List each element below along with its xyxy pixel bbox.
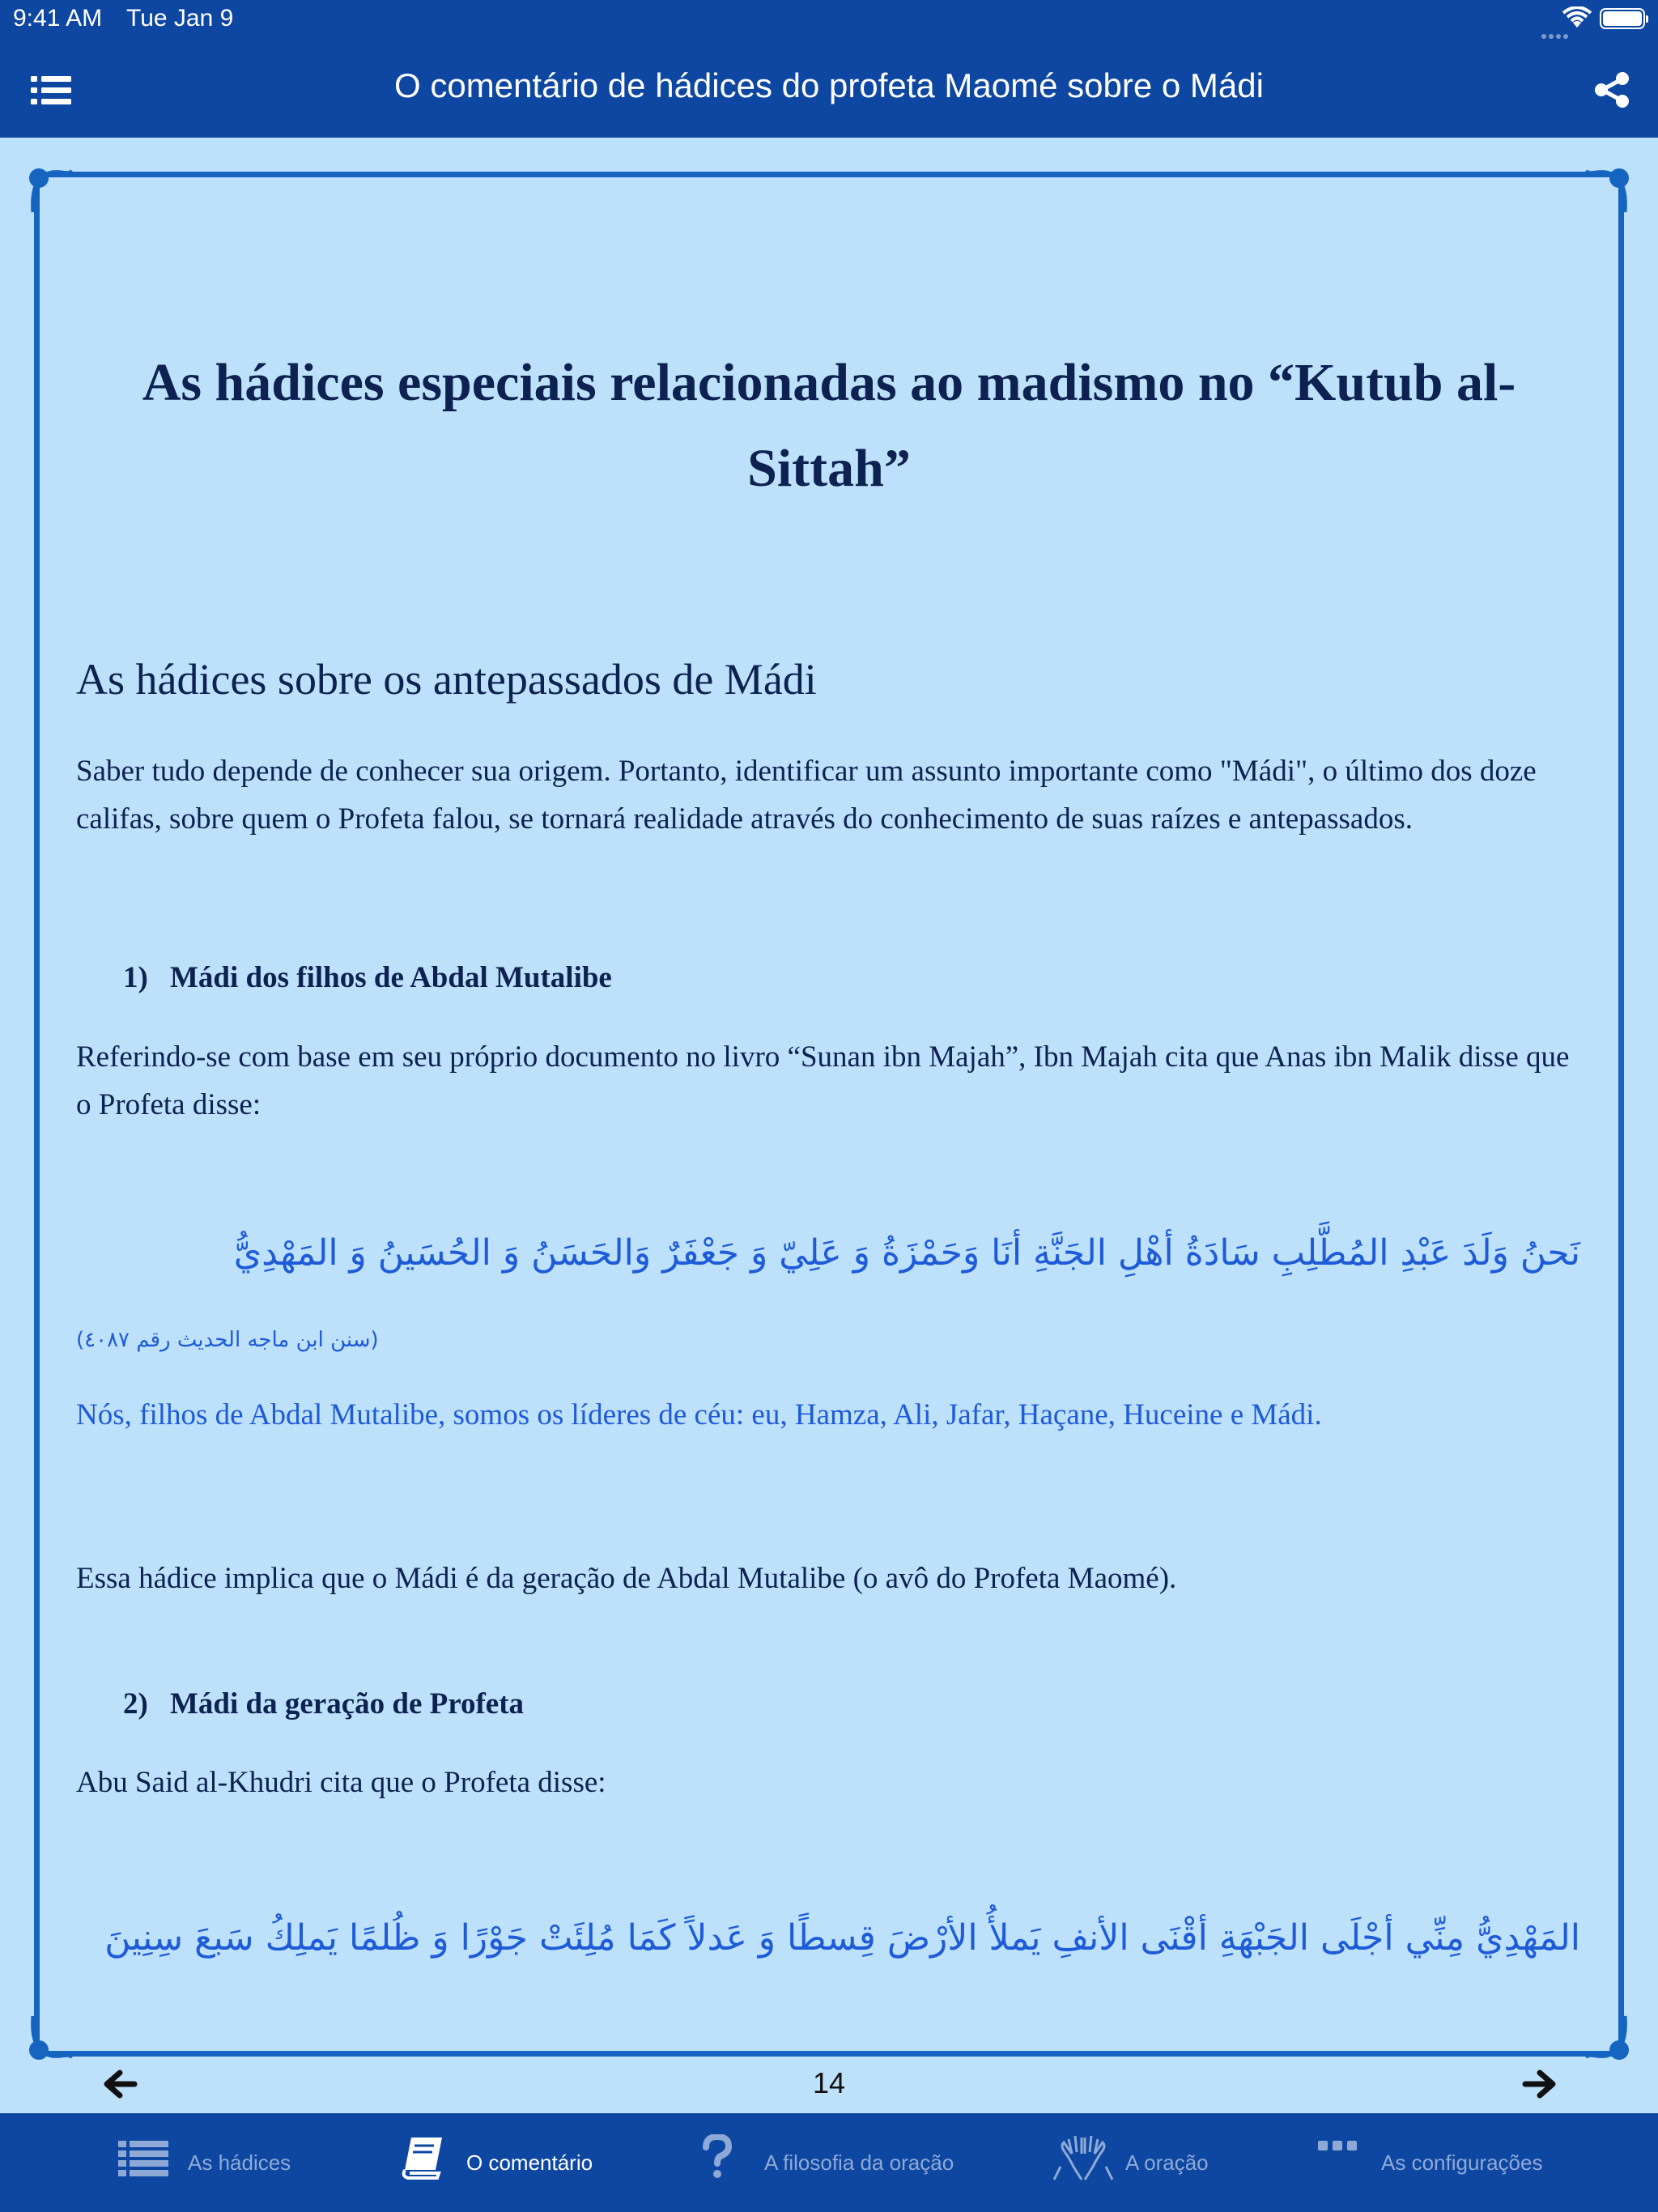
hadith-arabic: المَهْدِيُّ مِنِّي أجْلَى الجَبْهَةِ أقْنَى الأنفِ يَملأُ الأرْضَ قِسطًا وَ عَدلاً كَمَا مُلِئَتْ جَوْرًا وَ ظُلمًا يَملِكُ سَبعَ سِنِينَ [104,1917,1580,1959]
status-date: Tue Jan 9 [126,5,234,32]
status-time: 9:41 AM [13,5,103,32]
ornament-corner-icon [1579,165,1630,217]
book-icon [400,2136,445,2180]
paragraph: Abu Said al-Khudri cita que o Profeta disse: [76,1766,606,1799]
paragraph: Essa hádice implica que o Mádi é da geração de Abdal Mutalibe (o avô do Profeta Maomé). [76,1562,1177,1595]
hadith-reference: (سنن ابن ماجه الحديث رقم ٤٠٨٧) [76,1328,379,1352]
item-number: 1) [123,961,148,994]
hadith-arabic: نَحنُ وَلَدَ عَبْدِ المُطَّلِبِ سَادَةُ أهْلِ الجَنَّةِ أنَا وَحَمْزَةُ وَ عَلِيّ وَ جَعْفَرٌ وَالحَسَنُ وَ الحُسَينُ وَ المَهْدِيُّ [233,1232,1580,1274]
tab-label: A filosofia da oração [764,2150,954,2175]
page-number: 14 [812,2066,846,2099]
tab-label: As configurações [1381,2150,1543,2175]
tab-oracao[interactable] [1052,2113,1214,2212]
arrow-right-icon [1522,2068,1558,2100]
praying-hands-icon [1052,2134,1114,2183]
tab-hadices[interactable] [118,2113,304,2212]
more-icon [1318,2139,1357,2155]
item-heading-text: Mádi da geração de Profeta [170,1687,525,1721]
section-heading: As hádices sobre os antepassados de Mádi [76,655,817,704]
ornament-corner-icon [28,2011,79,2063]
intro-paragraph: Saber tudo depende de conhecer sua origem. Portanto, identificar um assunto importante como "Mádi", o último dos doze califas, sobre quem o Profeta falou, se tornará realidade através do conhecimento de suas raízes e antepassados. [76,755,1537,836]
article-title: As hádices especiais relacionadas ao madismo no “Kutub al-Sittah” [142,353,1516,498]
hadith-translation: Nós, filhos de Abdal Mutalibe, somos os líderes de céu: eu, Hamza, Ali, Jafar, Haçane, Huceine e Mádi. [76,1398,1322,1431]
item-heading-2 [123,1687,524,1721]
ornament-corner-icon [1579,2011,1630,2063]
list-icon [118,2139,170,2178]
share-button[interactable] [1593,71,1630,108]
next-page-button[interactable] [1522,2068,1558,2100]
tab-label: As hádices [188,2150,291,2175]
ornament-corner-icon [28,165,79,217]
status-bar [0,0,1658,40]
tab-configuracoes[interactable] [1318,2113,1553,2212]
share-icon [1593,71,1630,108]
paragraph: Referindo-se com base em seu próprio documento no livro “Sunan ibn Majah”, Ibn Majah cita que Anas ibn Malik disse que o Profeta disse: [76,1040,1570,1121]
question-icon [701,2134,733,2180]
wifi-icon [1562,6,1592,36]
battery-icon [1600,8,1645,29]
item-heading-1 [123,960,612,995]
tab-label: A oração [1125,2150,1209,2175]
item-number: 2) [123,1687,148,1721]
tab-comentario[interactable] [400,2113,602,2212]
nav-title: O comentário de hádices do profeta Maomé sobre o Mádi [394,66,1264,104]
item-heading-text: Mádi dos filhos de Abdal Mutalibe [170,961,612,994]
tab-bar [0,2113,1658,2212]
list-icon [31,74,71,107]
pager [0,2063,1658,2104]
navigation-bar [0,40,1658,138]
tab-filosofia-da-oracao[interactable] [701,2113,968,2212]
menu-button[interactable] [31,74,71,107]
tab-label: O comentário [466,2150,593,2175]
